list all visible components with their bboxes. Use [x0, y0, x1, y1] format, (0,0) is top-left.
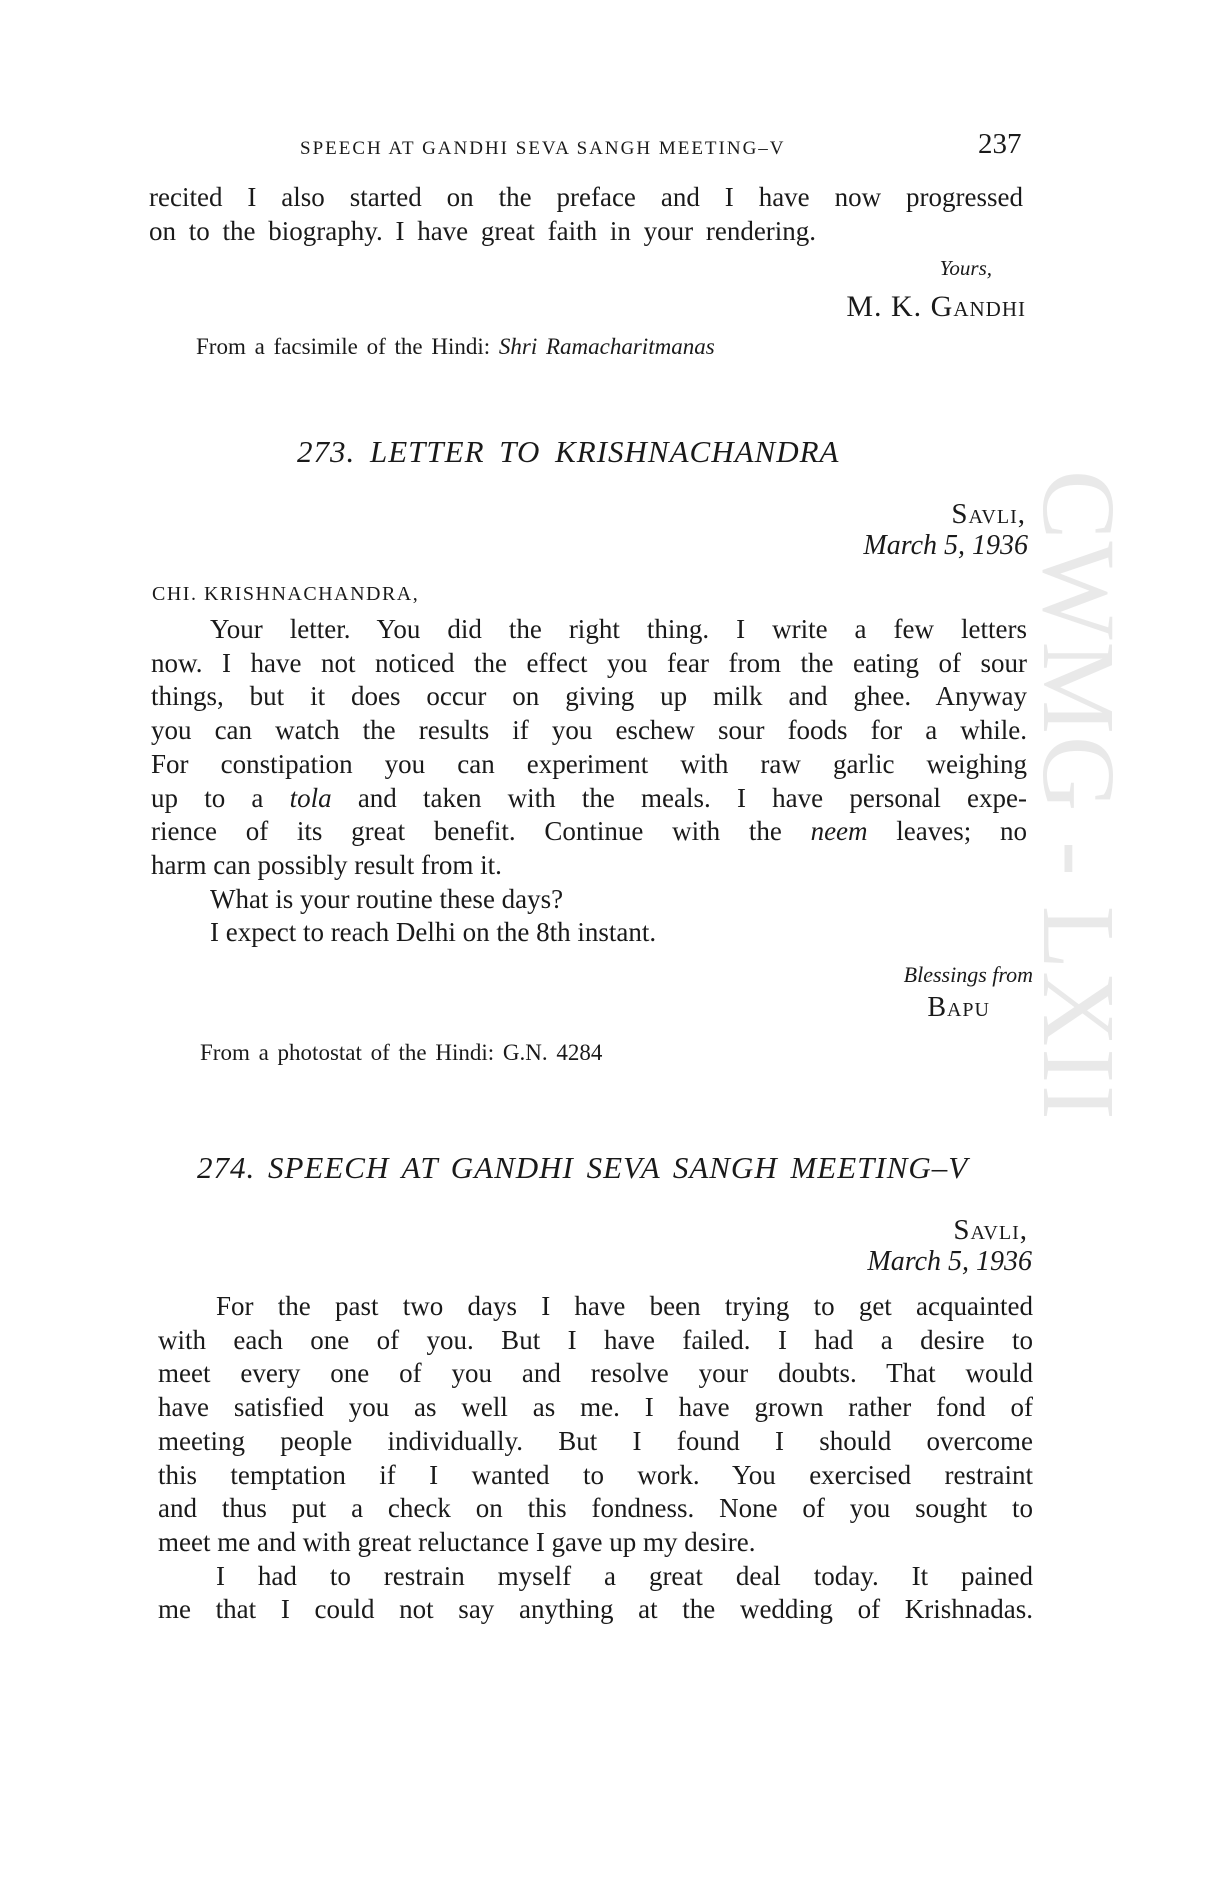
paragraph-line: meet me and with great reluctance I gave up my desire.	[158, 1526, 756, 1557]
italic-term: tola	[289, 782, 332, 813]
item-273-date: March 5, 1936	[863, 530, 1028, 561]
paragraph-line: up to a tola and taken with the meals. I have personal expe-	[151, 782, 1027, 813]
item-273-closing: Blessings from	[903, 962, 1033, 987]
paragraph-line: and thus put a check on this fondness. None of you sought to	[158, 1493, 1033, 1524]
paragraph-line: meet every one of you and resolve your doubts. That would	[158, 1358, 1033, 1389]
italic-term: neem	[810, 816, 868, 847]
paragraph-line: Your letter. You did the right thing. I write a few letters	[210, 614, 1027, 644]
source-prefix: From a facsimile of the Hindi:	[196, 334, 491, 359]
paragraph-line: with each one of you. But I have failed. I had a desire to	[158, 1324, 1033, 1355]
watermark: CWMG - LXII	[1021, 470, 1136, 1122]
running-head: SPEECH AT GANDHI SEVA SANGH MEETING–V	[300, 138, 786, 159]
item-274-date: March 5, 1936	[867, 1246, 1032, 1277]
paragraph-line: me that I could not say anything at the wedding of Krishnadas.	[158, 1594, 1033, 1625]
item-273-body	[151, 613, 1027, 950]
prev-item-source	[196, 334, 715, 360]
prev-item-signature: M. K. Gandhi	[846, 290, 1026, 323]
item-273-source: From a photostat of the Hindi: G.N. 4284	[200, 1040, 603, 1065]
paragraph-line: you can watch the results if you eschew sour foods for a while.	[151, 715, 1027, 746]
paragraph-line: have satisfied you as well as me. I have grown rather fond of	[158, 1392, 1033, 1423]
item-274-heading: 274. SPEECH AT GANDHI SEVA SANGH MEETING–V	[197, 1150, 969, 1185]
paragraph-line: I had to restrain myself a great deal today. It pained	[216, 1560, 1033, 1591]
paragraph-line: on to the biography. I have great faith in your rendering.	[149, 215, 817, 246]
paragraph-line: rience of its great benefit. Continue with the neem leaves; no	[151, 816, 1028, 847]
paragraph-line: For the past two days I have been trying to get acquainted	[216, 1291, 1033, 1321]
page-number: 237	[978, 128, 1022, 160]
source-title: Shri Ramacharitmanas	[498, 334, 715, 359]
paragraph-line: recited I also started on the preface and I have now progressed	[149, 182, 1023, 212]
paragraph-line: things, but it does occur on giving up milk and ghee. Anyway	[151, 681, 1027, 712]
prev-item-closing: Yours,	[939, 256, 992, 280]
paragraph-line: I expect to reach Delhi on the 8th instant.	[210, 917, 657, 948]
item-273-heading: 273. LETTER TO KRISHNACHANDRA	[297, 434, 840, 469]
item-273-salutation: CHI. KRISHNACHANDRA,	[152, 583, 420, 605]
paragraph-line: For constipation you can experiment with raw garlic weighing	[151, 748, 1027, 779]
paragraph-line: meeting people individually. But I found I should overcome	[158, 1425, 1033, 1456]
paragraph-line: now. I have not noticed the effect you fear from the eating of sour	[151, 647, 1027, 678]
paragraph-line: this temptation if I wanted to work. You exercised restraint	[158, 1459, 1033, 1490]
item-274-place: Savli,	[953, 1214, 1028, 1246]
paragraph-line: harm can possibly result from it.	[151, 849, 502, 880]
item-274-body	[158, 1290, 1033, 1627]
paragraph-line: What is your routine these days?	[210, 883, 564, 914]
item-273-place: Savli,	[951, 498, 1026, 530]
item-273-signature: Bapu	[927, 992, 990, 1023]
prev-item-body	[149, 181, 1023, 248]
